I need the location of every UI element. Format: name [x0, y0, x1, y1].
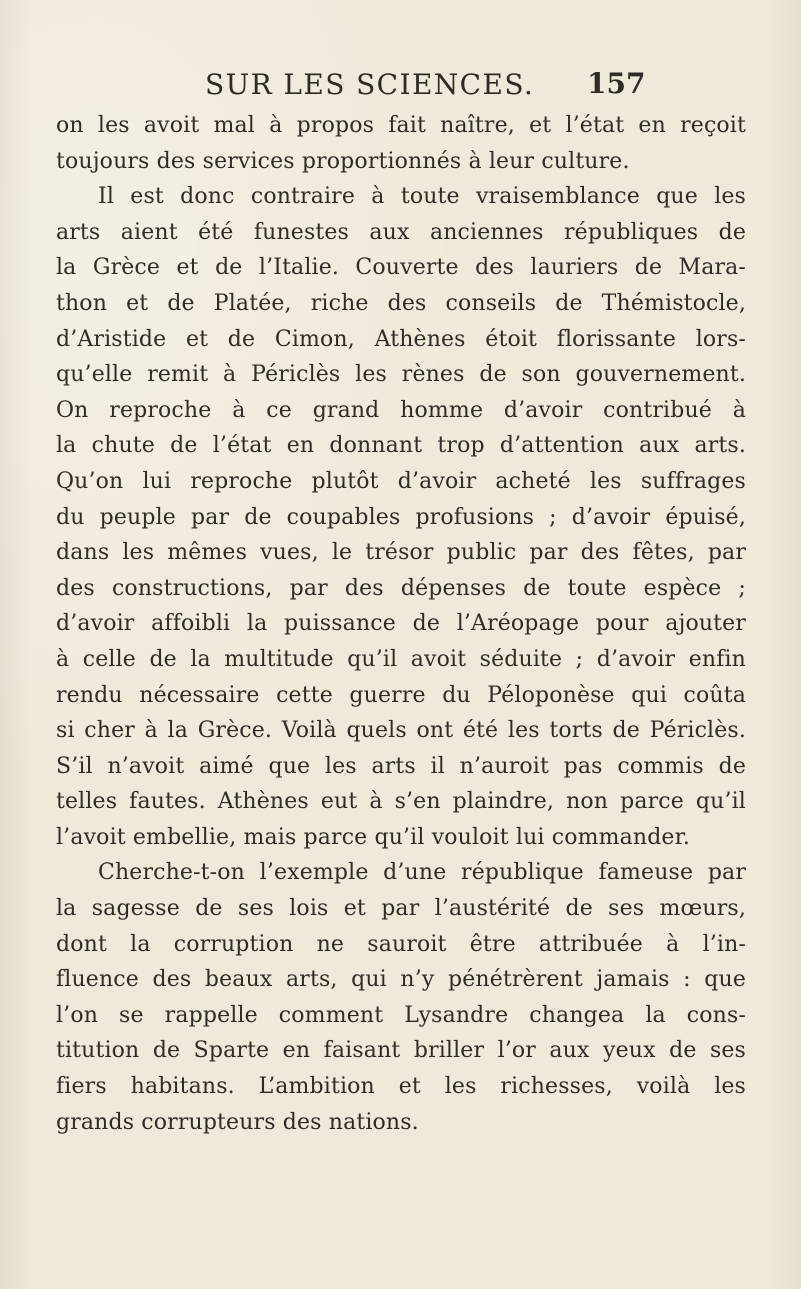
- text-line: l’avoit embellie, mais parce qu’il vouloit lui commander.: [56, 824, 690, 850]
- text-line: rendu nécessaire cette guerre du Péloponèse qui coûta: [56, 682, 746, 708]
- text-line: à celle de la multitude qu’il avoit séduite ; d’avoir enfin: [56, 646, 746, 672]
- text-line: telles fautes. Athènes eut à s’en plaindre, non parce qu’il: [56, 789, 746, 815]
- text-line: thon et de Platée, riche des conseils de Thémistocle,: [56, 290, 746, 316]
- text-line: grands corrupteurs des nations.: [56, 1109, 419, 1135]
- text-line: Qu’on lui reproche plutôt d’avoir acheté les suffrages: [56, 468, 746, 494]
- body-text: [56, 108, 746, 1135]
- text-line: arts aient été funestes aux anciennes républiques de: [56, 219, 746, 245]
- text-line: on les avoit mal à propos fait naître, et l’état en reçoit: [56, 113, 746, 138]
- text-line: Il est donc contraire à toute vraisemblance que les: [98, 184, 746, 210]
- text-line: d’avoir affoibli la puissance de l’Aréopage pour ajouter: [56, 611, 746, 637]
- running-head: [205, 68, 685, 110]
- text-line: dans les mêmes vues, le trésor public par des fêtes, par: [56, 540, 746, 566]
- text-line: toujours des services proportionnés à leur culture.: [56, 148, 630, 174]
- text-line: titution de Sparte en faisant briller l’or aux yeux de ses: [56, 1038, 746, 1064]
- page-number: 157: [587, 67, 646, 100]
- text-line: des constructions, par des dépenses de toute espèce ;: [56, 575, 746, 601]
- text-line: On reproche à ce grand homme d’avoir contribué à: [56, 397, 746, 423]
- text-line: d’Aristide et de Cimon, Athènes étoit florissante lors-: [56, 326, 746, 352]
- text-line: si cher à la Grèce. Voilà quels ont été les torts de Périclès.: [56, 718, 746, 744]
- running-head-title: SUR LES SCIENCES.: [205, 68, 535, 101]
- text-line: du peuple par de coupables profusions ; d’avoir épuisé,: [56, 504, 746, 530]
- text-line: fluence des beaux arts, qui n’y pénétrèrent jamais : que: [56, 967, 746, 993]
- text-line: S’il n’avoit aimé que les arts il n’auroit pas commis de: [56, 753, 746, 779]
- text-line: dont la corruption ne sauroit être attribuée à l’in-: [56, 931, 746, 957]
- text-line: Cherche-t-on l’exemple d’une république fameuse par: [98, 860, 746, 886]
- text-line: l’on se rappelle comment Lysandre changea la cons-: [56, 1002, 746, 1028]
- text-line: la sagesse de ses lois et par l’austérité de ses mœurs,: [56, 896, 746, 922]
- text-line: la Grèce et de l’Italie. Couverte des lauriers de Mara-: [56, 255, 746, 281]
- text-line: la chute de l’état en donnant trop d’attention aux arts.: [56, 433, 746, 459]
- text-line: fiers habitans. L’ambition et les richesses, voilà les: [56, 1074, 746, 1100]
- text-line: qu’elle remit à Périclès les rènes de son gouvernement.: [56, 362, 746, 388]
